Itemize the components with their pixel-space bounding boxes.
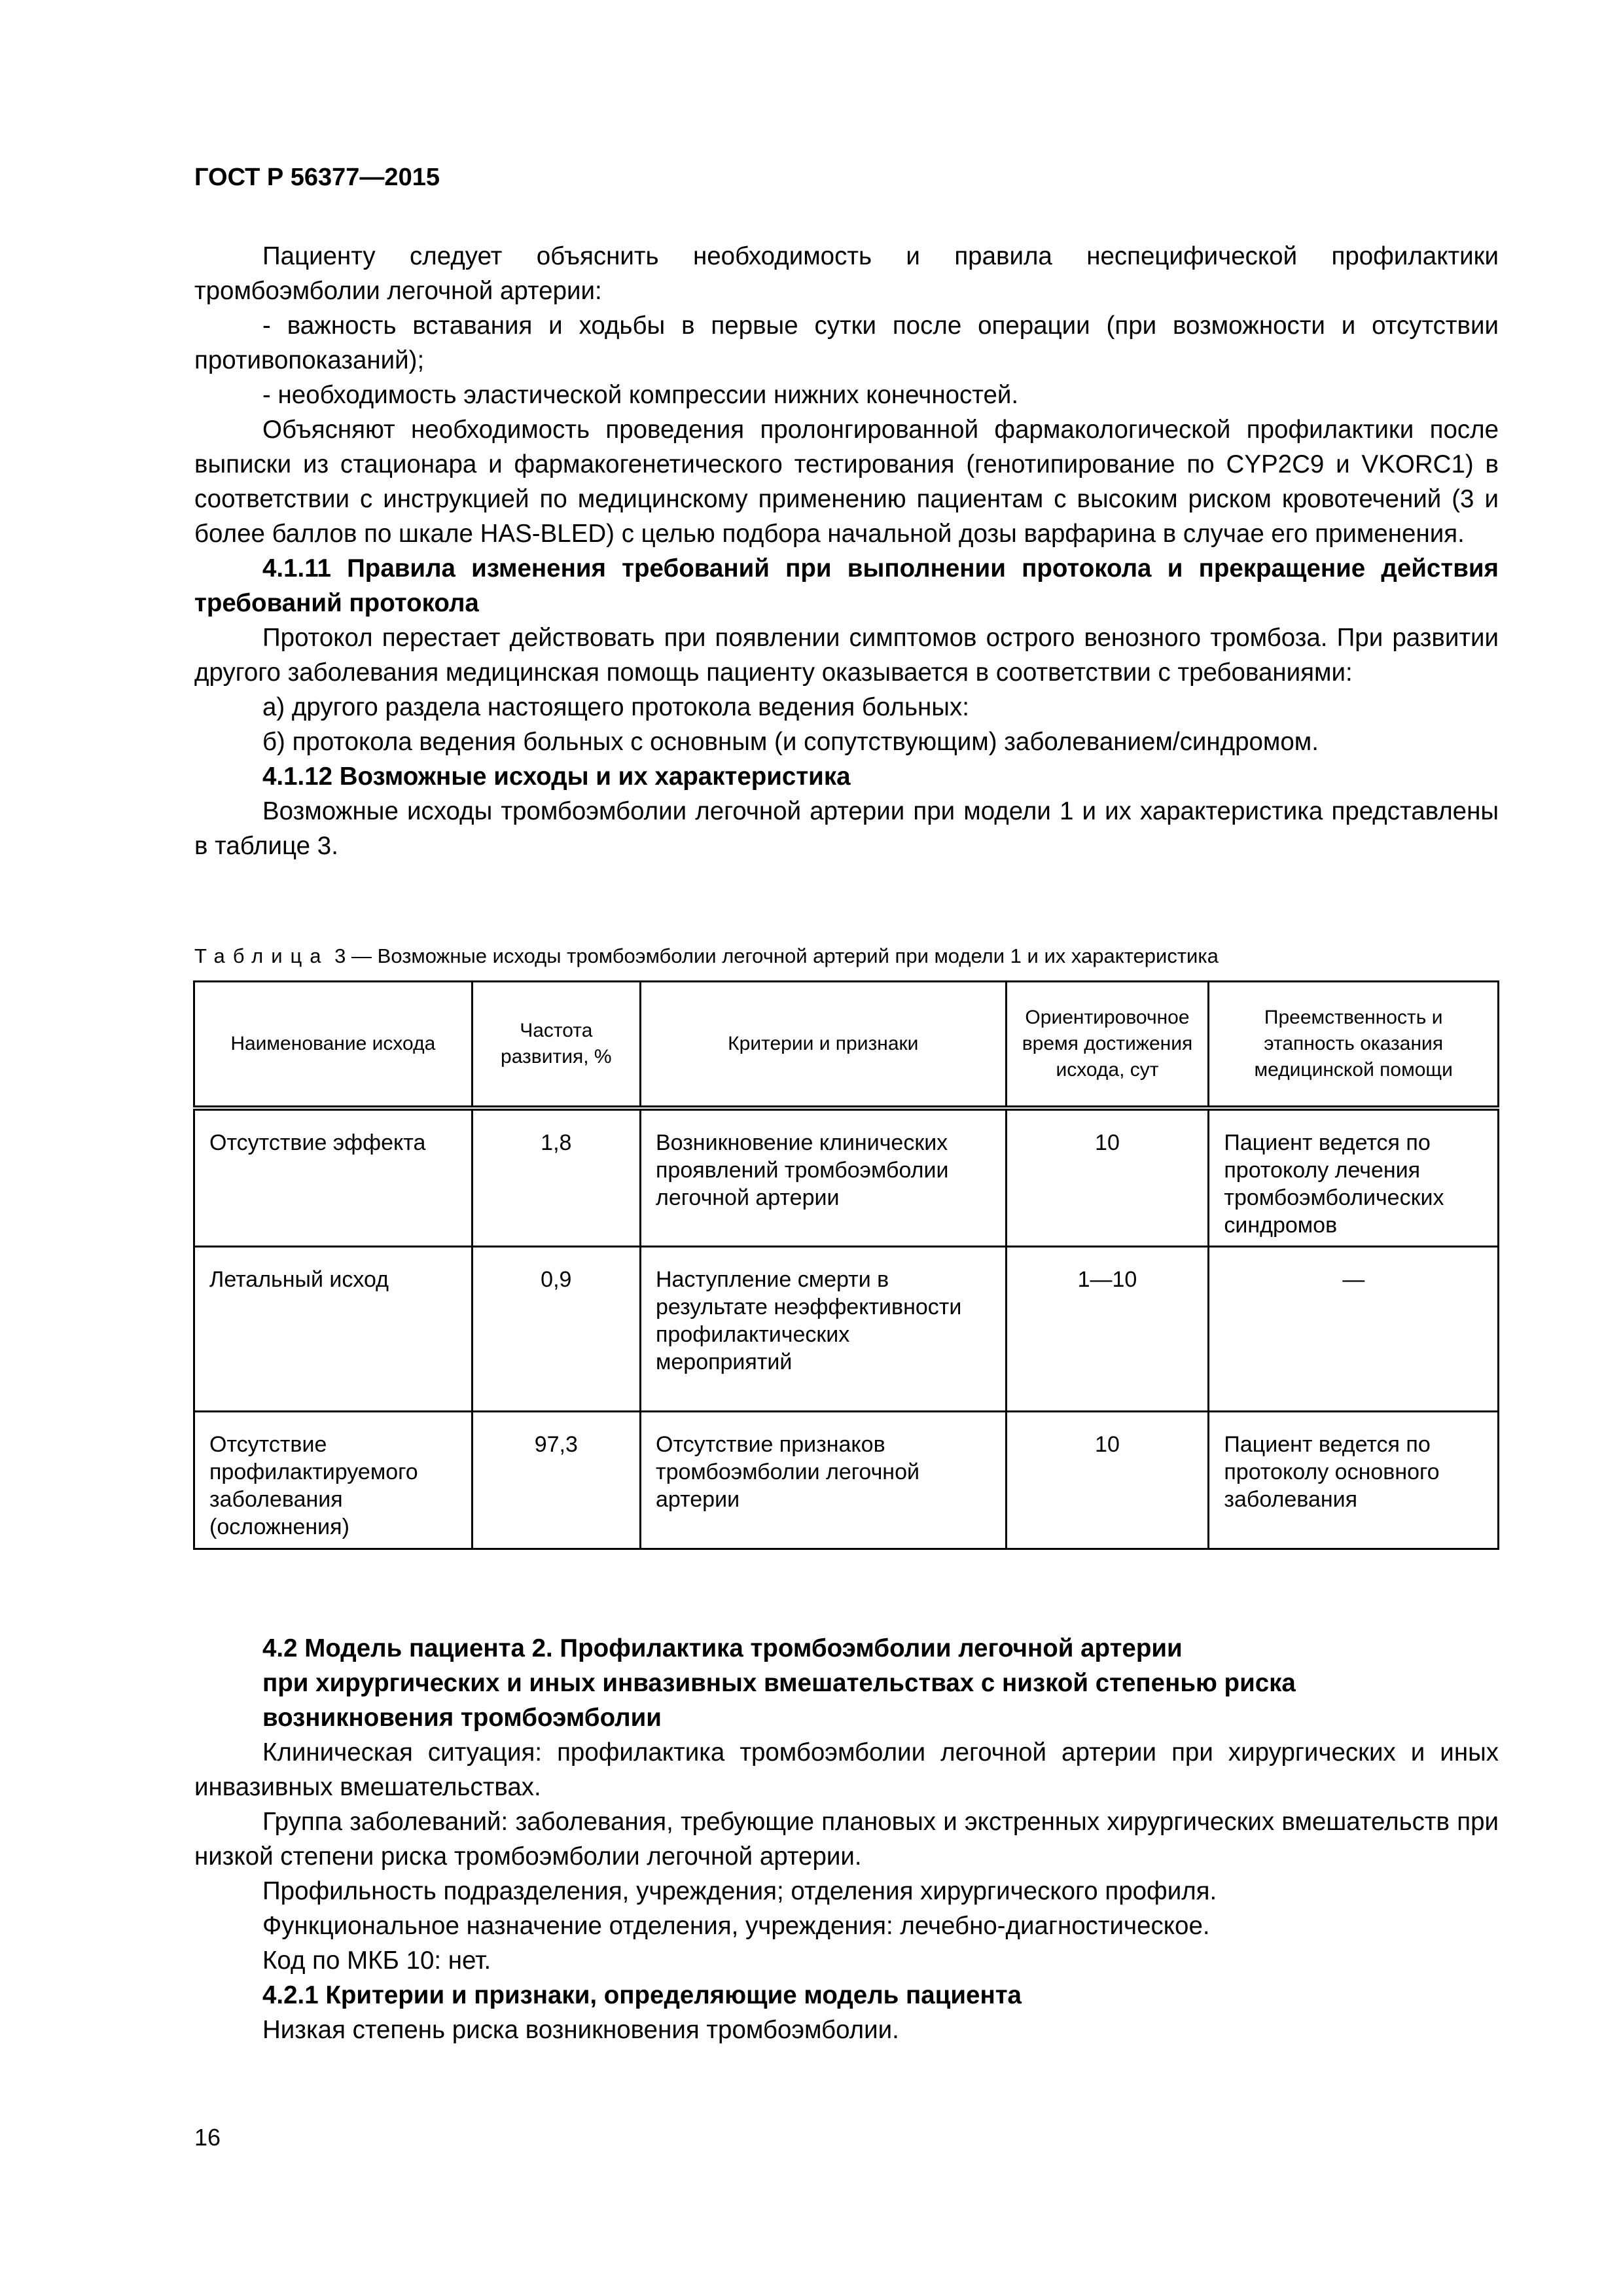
table-caption-text: 3 — Возможные исходы тромбоэмболии легочной артерий при модели 1 и их характеристика — [329, 944, 1219, 967]
paragraph: Профильность подразделения, учреждения; отделения хирургического профиля. — [262, 1877, 1217, 1905]
table-caption — [194, 944, 1219, 968]
paragraph: - необходимость эластической компрессии нижних конечностей. — [262, 381, 1019, 409]
paragraph: Протокол перестает действовать при появлении симптомов острого венозного тромбоза. При развитии другого заболевания медицинская помощь пациенту оказывается в соответствии с требованиями: — [194, 624, 1499, 687]
table-cell: 10 — [1006, 1108, 1209, 1247]
paragraph: Объясняют необходимость проведения пролонгированной фармакологической профилактики после выписки из стационара и фармакогенетического тестирования (генотипирование по CYP2C9 и VKORC1) в соответствии с инструкцией по медицинскому применению пациентам с высоким риском кровотечений (3 и более баллов по шкале HAS-BLED) с целью подбора начальной дозы варфарина в случае его применения. — [194, 416, 1499, 548]
table-cell: Отсутствие эффекта — [194, 1108, 473, 1247]
table-cell: Отсутствие профилактируемого заболевания (осложнения) — [194, 1412, 473, 1549]
outcomes-table — [193, 980, 1499, 1550]
table-header-cell: Частота развития, % — [472, 982, 640, 1109]
table-cell: Отсутствие признаков тромбоэмболии легочной артерии — [641, 1412, 1007, 1549]
table-header-cell: Наименование исхода — [194, 982, 473, 1109]
table-row — [194, 1247, 1499, 1412]
table-header-cell: Ориентировочное время достижения исхода, сут — [1006, 982, 1209, 1109]
list-item-b: б) протокола ведения больных с основным (и сопутствующим) заболеванием/синдромом. — [262, 728, 1319, 756]
table-cell: 1,8 — [472, 1108, 640, 1247]
table-header-cell: Критерии и признаки — [641, 982, 1007, 1109]
paragraph: Клиническая ситуация: профилактика тромбоэмболии легочной артерии при хирургических и иных инвазивных вмешательствах. — [194, 1738, 1499, 1801]
paragraph: Функциональное назначение отделения, учреждения: лечебно-диагностическое. — [262, 1912, 1210, 1940]
body-text — [194, 239, 1499, 863]
table-row — [194, 1412, 1499, 1549]
table-cell: Летальный исход — [194, 1247, 473, 1412]
list-item-a: а) другого раздела настоящего протокола ведения больных: — [262, 693, 969, 721]
table-cell: Пациент ведется по протоколу основного заболевания — [1209, 1412, 1499, 1549]
paragraph: Возможные исходы тромбоэмболии легочной артерии при модели 1 и их характеристика представлены в таблице 3. — [194, 797, 1499, 860]
table-cell: 0,9 — [472, 1247, 640, 1412]
paragraph: - важность вставания и ходьбы в первые сутки после операции (при возможности и отсутствии противопоказаний); — [194, 312, 1499, 374]
table-row — [194, 1108, 1499, 1247]
table-caption-prefix: Таблица — [194, 944, 329, 967]
section-title-4-2 — [194, 1631, 1499, 1735]
table-cell: Пациент ведется по протоколу лечения тромбоэмболических синдромов — [1209, 1108, 1499, 1247]
table-cell: 10 — [1006, 1412, 1209, 1549]
section-heading-4-1-11: 4.1.11 Правила изменения требований при выполнении протокола и прекращение действия требований протокола — [194, 554, 1499, 617]
section-title-line: возникновения тромбоэмболии — [262, 1704, 662, 1732]
paragraph: Код по МКБ 10: нет. — [262, 1946, 491, 1975]
paragraph: Группа заболеваний: заболевания, требующие плановых и экстренных хирургических вмешательств при низкой степени риска тромбоэмболии легочной артерии. — [194, 1808, 1499, 1871]
section-heading-4-1-12: 4.1.12 Возможные исходы и их характеристика — [262, 762, 851, 791]
table-cell: Наступление смерти в результате неэффективности профилактических мероприятий — [641, 1247, 1007, 1412]
paragraph: Низкая степень риска возникновения тромбоэмболии. — [262, 2016, 899, 2044]
table-cell: — — [1209, 1247, 1499, 1412]
table-cell: Возникновение клинических проявлений тромбоэмболии легочной артерии — [641, 1108, 1007, 1247]
section-title-line: 4.2 Модель пациента 2. Профилактика тромбоэмболии легочной артерии — [262, 1634, 1183, 1662]
section-heading-4-2-1: 4.2.1 Критерии и признаки, определяющие модель пациента — [262, 1981, 1022, 2009]
table-header-row — [194, 982, 1499, 1109]
table-cell: 1—10 — [1006, 1247, 1209, 1412]
document-header: ГОСТ Р 56377—2015 — [194, 164, 440, 191]
paragraph: Пациенту следует объяснить необходимость и правила неспецифической профилактики тромбоэмболии легочной артерии: — [194, 242, 1499, 305]
page-number: 16 — [194, 2124, 221, 2151]
section-4-2 — [194, 1631, 1499, 2047]
table-cell: 97,3 — [472, 1412, 640, 1549]
section-title-line: при хирургических и иных инвазивных вмешательствах с низкой степенью риска — [262, 1669, 1296, 1697]
table-header-cell: Преемственность и этапность оказания медицинской помощи — [1209, 982, 1499, 1109]
